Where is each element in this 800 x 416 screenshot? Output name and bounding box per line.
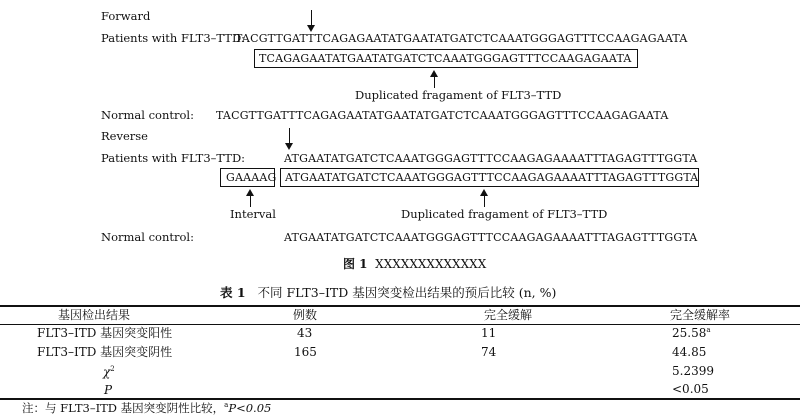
normal-label-reverse: Normal control: (101, 230, 194, 244)
reverse-label: Reverse (101, 129, 148, 143)
figure-title: XXXXXXXXXXXXX (375, 257, 487, 271)
duplicated-fragment-caption-reverse: Duplicated fragament of FLT3–TTD (401, 207, 608, 221)
p-label: P (104, 383, 113, 397)
table-note-text: 注：与 FLT3–ITD 基因突变阴性比较， (22, 401, 225, 415)
chi-superscript: 2 (110, 365, 115, 373)
forward-label: Forward (101, 9, 151, 23)
row-positive-cases: 43 (297, 326, 313, 340)
chi-square-value: 5.2399 (672, 364, 714, 378)
normal-sequence-reverse: ATGAATATGATCTCAAATGGGAGTTTCCAAGAGAAAATTTAGAGTTTGGTA (284, 231, 698, 244)
header-gene-result: 基因检出结果 (58, 308, 131, 322)
patients-sequence-forward: TACGTTGATTTCAGAGAATATGAATATGATCTCAAATGGGAGTTTCCAAGAGAATA (235, 32, 688, 45)
header-cases: 例数 (293, 308, 318, 322)
row-positive-remission: 11 (481, 326, 497, 340)
normal-label-forward: Normal control: (101, 108, 194, 122)
table-note (22, 403, 271, 415)
table-header-rule (0, 324, 800, 325)
patients-label-forward: Patients with FLT3–TTD: (101, 31, 246, 45)
table-title: 不同 FLT3–ITD 基因突变检出结果的预后比较 (n, %) (257, 285, 557, 300)
interval-sequence: GAAAAG (226, 171, 277, 184)
duplicated-fragment-sequence-reverse: ATGAATATGATCTCAAATGGGAGTTTCCAAGAGAAAATTTAGAGTTTGGTA (285, 171, 699, 184)
table-number: 表 1 (220, 285, 246, 300)
patients-sequence-reverse: ATGAATATGATCTCAAATGGGAGTTTCCAAGAGAAAATTTAGAGTTTGGTA (284, 152, 698, 165)
table-note-tail: P<0.05 (228, 401, 272, 415)
header-complete-remission: 完全缓解 (484, 308, 533, 322)
chi-square-label (103, 366, 115, 378)
duplicated-fragment-box-reverse (280, 168, 699, 187)
table-note-superscript: a (224, 401, 229, 409)
table-caption (220, 287, 556, 300)
row-positive-rate-superscript: a (706, 326, 711, 334)
duplicated-fragment-box-forward (254, 49, 638, 68)
row-negative-rate: 44.85 (672, 345, 707, 359)
interval-box (220, 168, 275, 187)
row-positive-label: FLT3–ITD 基因突变阳性 (37, 326, 173, 340)
normal-sequence-forward: TACGTTGATTTCAGAGAATATGAATATGATCTCAAATGGGAGTTTCCAAGAGAATA (216, 109, 669, 122)
figure-caption (343, 258, 486, 270)
figure-number: 图 1 (343, 257, 368, 271)
row-negative-remission: 74 (481, 345, 497, 359)
chi-symbol: χ (103, 365, 111, 379)
header-remission-rate: 完全缓解率 (670, 308, 731, 322)
patients-label-reverse: Patients with FLT3–TTD: (101, 151, 246, 165)
duplicated-fragment-caption-forward: Duplicated fragament of FLT3–TTD (355, 88, 562, 102)
table-bottom-rule (0, 398, 800, 400)
p-value: <0.05 (672, 382, 709, 396)
row-negative-label: FLT3–ITD 基因突变阴性 (37, 345, 173, 359)
row-negative-cases: 165 (294, 345, 317, 359)
interval-caption: Interval (230, 207, 276, 221)
table-top-rule (0, 305, 800, 307)
row-positive-rate (672, 327, 711, 339)
duplicated-fragment-sequence-forward: TCAGAGAATATGAATATGATCTCAAATGGGAGTTTCCAAGAGAATA (259, 52, 632, 65)
row-positive-rate-value: 25.58 (672, 326, 707, 340)
